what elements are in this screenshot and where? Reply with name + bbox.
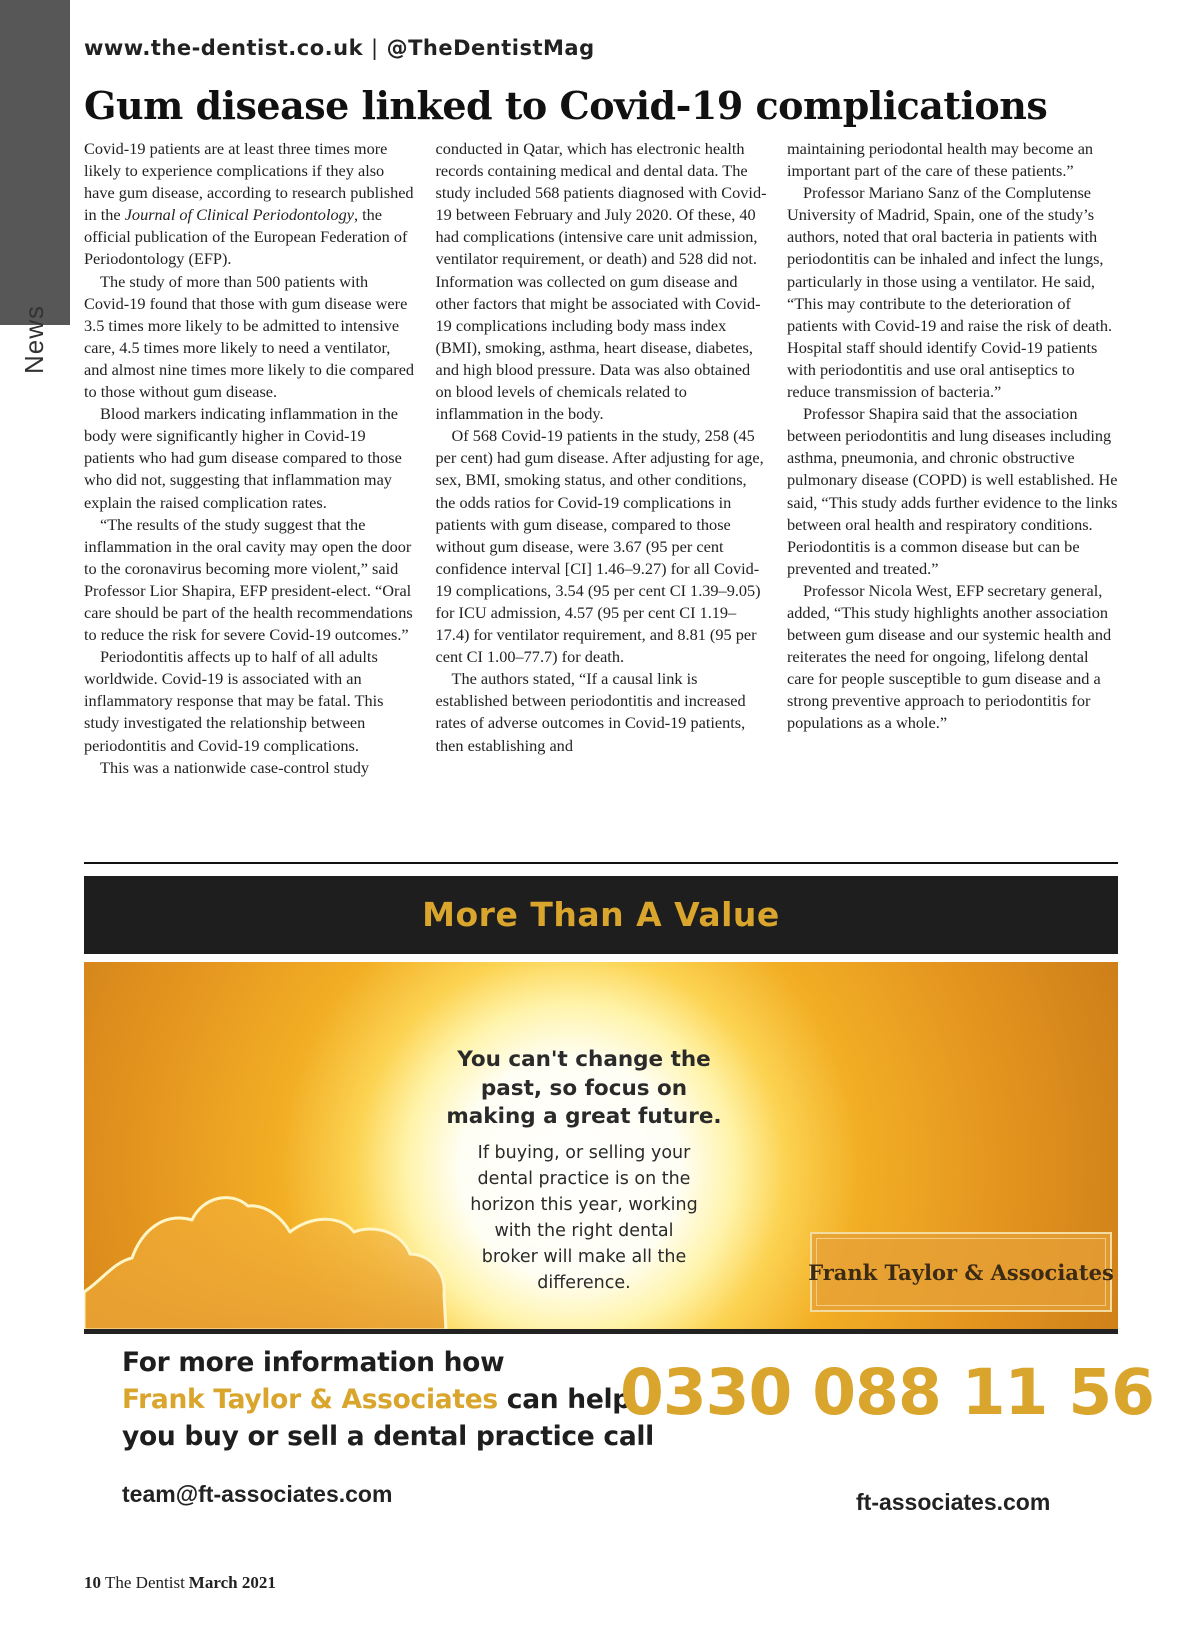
paragraph: Blood markers indicating inflammation in the body were significantly higher in Covid-19 patients who had gum disease compared to those who did not, suggesting that inflammation may explain the raised complication rates.: [84, 404, 402, 512]
advert-sunset-image: [84, 962, 1118, 1330]
paragraph: The authors stated, “If a causal link is established between periodontitis and increased rates of adverse outcomes in Covid-19 patients, then establishing and: [435, 669, 746, 755]
article-column-2: [436, 138, 767, 854]
section-label: News: [19, 304, 49, 374]
advert-title: More Than A Value: [422, 895, 780, 934]
issue-date: March 2021: [188, 1573, 276, 1592]
advert-divider: [84, 1329, 1118, 1334]
paragraph: maintaining periodontal health may become an important part of the care of these patients.”: [787, 139, 1094, 181]
section-tab: [0, 0, 70, 325]
email-address[interactable]: team@ft-associates.com: [122, 1481, 393, 1507]
paragraph: Periodontitis affects up to half of all adults worldwide. Covid-19 is associated with an inflammatory response that may be fatal. This study investigated the relationship between periodontitis and Covid-19 complications.: [84, 647, 384, 755]
masthead: [84, 36, 595, 60]
cta-company-name: Frank Taylor & Associates: [122, 1384, 498, 1415]
masthead-separator: |: [371, 36, 379, 60]
company-logo-text: Frank Taylor & Associates: [808, 1259, 1114, 1285]
masthead-website: www.the-dentist.co.uk: [84, 36, 364, 60]
advert-headline: You can't change the past, so focus on making a great future.: [446, 1047, 722, 1129]
paragraph: The study of more than 500 patients with Covid-19 found that those with gum disease were 3.5 times more likely to be admitted to intensive care, 4.5 times more likely to need a ventilator, and almost nine times more likely to die compared to those without gum disease.: [84, 271, 415, 402]
page-footer: [84, 1573, 276, 1593]
paragraph: conducted in Qatar, which has electronic health records containing medical and dental data. The study included 568 patients diagnosed with Covid-19 between February and July 2020. Of these, 40 had complications (intensive care unit admission, ventilator requirement, or death) and 528 did not. Information was collected on gum disease and other factors that might be associated with Covid-19 complications including body mass index (BMI), smoking, asthma, heart disease, diabetes, and high blood pressure. Data was also obtained on blood levels of chemicals related to inflammation in the body.: [435, 139, 767, 424]
article-body: [84, 138, 1118, 854]
article-column-1: [84, 138, 415, 854]
advert-title-bar: [84, 876, 1118, 954]
masthead-twitter: @TheDentistMag: [386, 36, 595, 60]
advert-body-text: If buying, or selling your dental practice is on the horizon this year, working with the right dental broker will make all the difference.: [470, 1143, 698, 1293]
paragraph: Covid-19 patients are at least three times more likely to experience complications if they also have gum disease, according to research published in the Journal of Clinical Periodontology, the official publication of the European Federation of Periodontology (EFP).: [84, 139, 414, 269]
article-column-3: [787, 138, 1118, 854]
magazine-name: The Dentist: [105, 1573, 185, 1592]
paragraph: “The results of the study suggest that the inflammation in the oral cavity may open the door to the coronavirus becoming more violent,” said Professor Lior Shapira, EFP president-elect. “Oral care should be part of the health recommendations to reduce the risk for severe Covid-19 outcomes.”: [84, 514, 413, 645]
article-headline: Gum disease linked to Covid-19 complications: [84, 83, 1048, 128]
paragraph: Professor Shapira said that the association between periodontitis and lung diseases including asthma, pneumonia, and chronic obstructive pulmonary disease (COPD) is well established. He said, “This study adds further evidence to the links between oral health and respiratory conditions. Periodontitis is a common disease but can be prevented and treated.”: [787, 404, 1118, 578]
advert-call-to-action: For more information how Frank Taylor & Associates can help you buy or sell a dental practice call: [122, 1347, 654, 1452]
paragraph: Of 568 Covid-19 patients in the study, 258 (45 per cent) had gum disease. After adjusting for age, sex, BMI, smoking status, and other conditions, the odds ratios for Covid-19 complications in patients with gum disease, compared to those without gum disease, were 3.67 (95 per cent confidence interval [CI] 1.46–9.27) for all Covid-19 complications, 3.54 (95 per cent CI 1.39–9.05) for ICU admission, 4.57 (95 per cent CI 1.19–17.4) for ventilator requirement, and 8.81 (95 per cent CI 1.00–77.7) for death.: [435, 426, 764, 667]
phone-number[interactable]: 0330 088 11 56: [620, 1356, 1154, 1429]
advert-website[interactable]: ft-associates.com: [856, 1489, 1051, 1515]
paragraph: Professor Mariano Sanz of the Complutense University of Madrid, Spain, one of the study’s authors, noted that oral bacteria in patients with periodontitis can be inhaled and infect the lungs, particularly in those using a ventilator. He said, “This may contribute to the deterioration of patients with Covid-19 and raise the risk of death. Hospital staff should identify Covid-19 patients with periodontitis and use oral antiseptics to reduce transmission of bacteria.”: [787, 183, 1113, 402]
paragraph: Professor Nicola West, EFP secretary general, added, “This study highlights another association between gum disease and our systemic health and reiterates the need for ongoing, lifelong dental care for people susceptible to gum disease and a strong preventive approach to periodontitis for populations as a whole.”: [787, 580, 1112, 733]
paragraph: This was a nationwide case-control study: [100, 757, 370, 777]
company-logo-box: [810, 1232, 1112, 1312]
page-number: 10: [84, 1573, 101, 1592]
article-divider: [84, 862, 1118, 864]
journal-title: Journal of Clinical Periodontology: [124, 205, 354, 225]
